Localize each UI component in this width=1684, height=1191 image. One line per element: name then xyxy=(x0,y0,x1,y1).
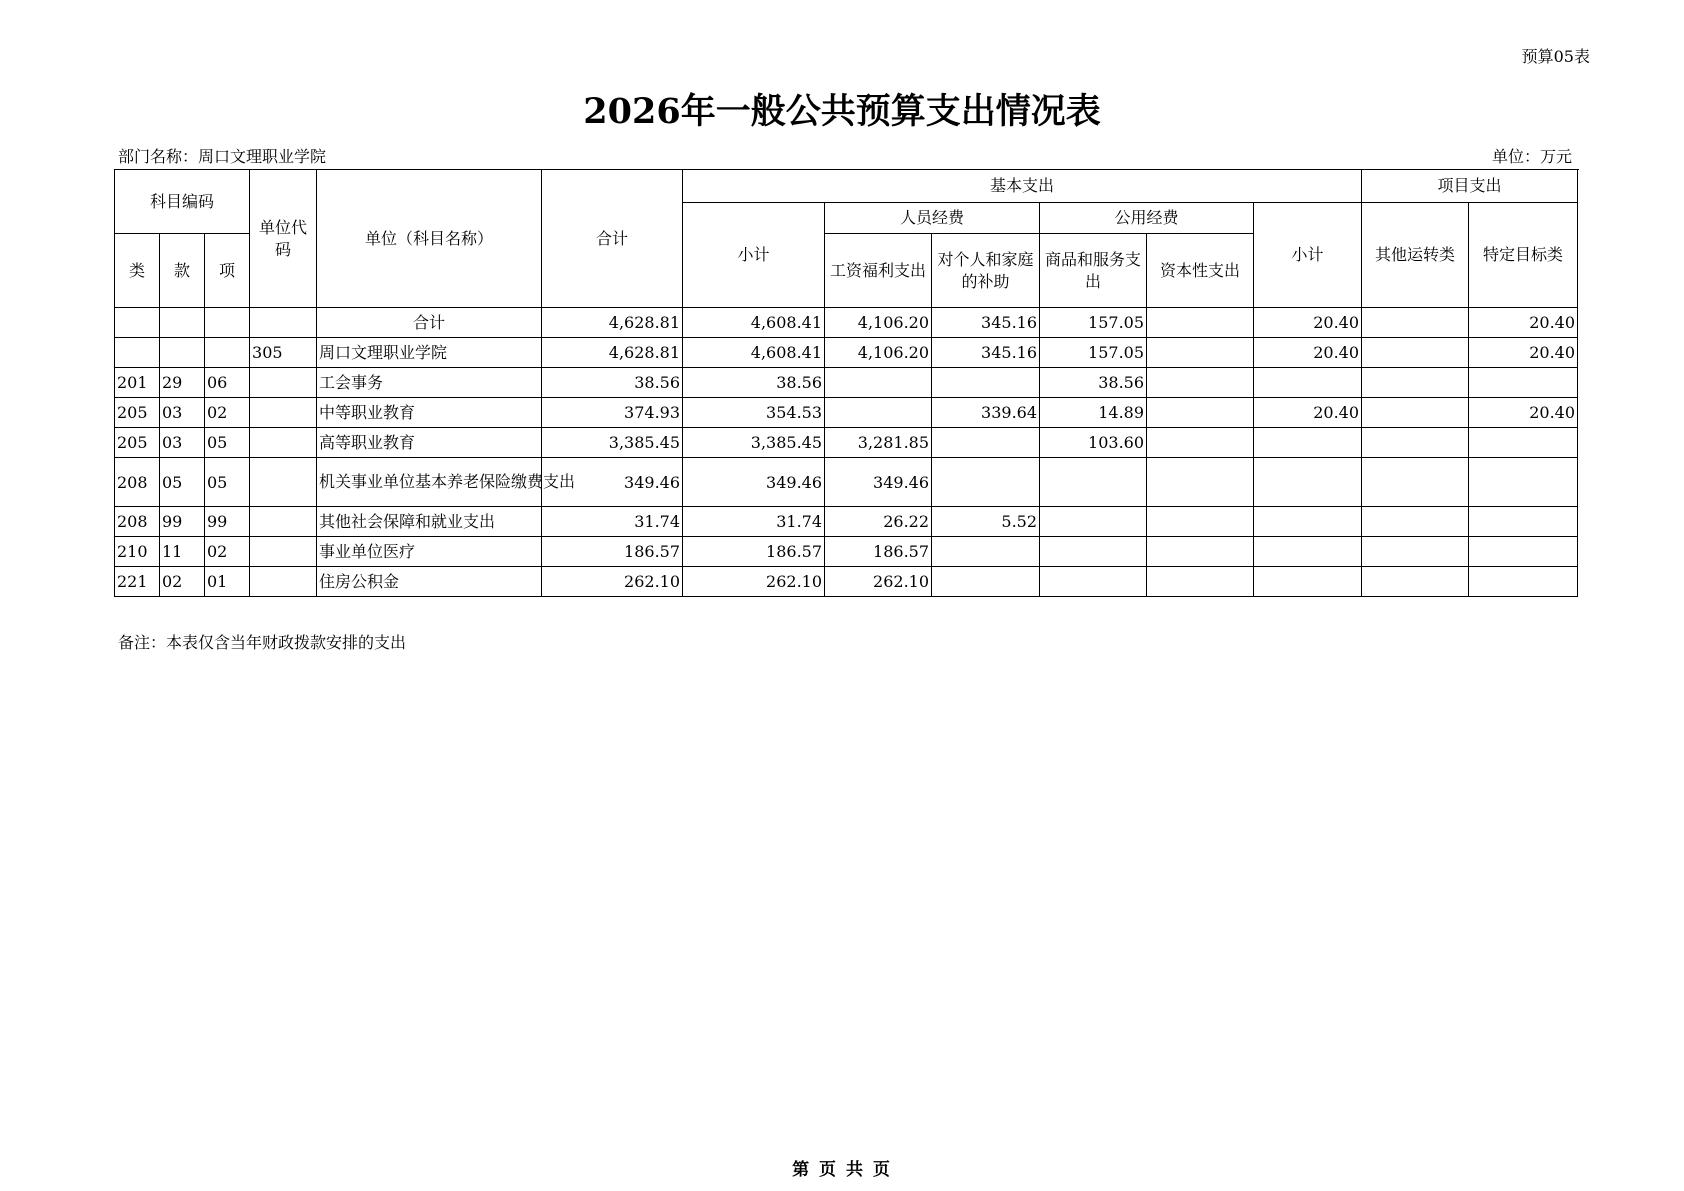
cell-name: 中等职业教育 xyxy=(317,398,542,428)
header-specific-target: 特定目标类 xyxy=(1469,203,1578,308)
unit-label: 单位：万元 xyxy=(1491,147,1572,166)
header-basic-expenditure: 基本支出 xyxy=(683,170,1362,203)
cell-project-subtotal xyxy=(1254,368,1362,398)
cell-goods xyxy=(1040,458,1147,507)
cell-project-subtotal xyxy=(1254,458,1362,507)
cell-capital xyxy=(1147,458,1254,507)
cell-kuan: 29 xyxy=(160,368,205,398)
cell-specific-target xyxy=(1469,537,1578,567)
header-subject-code: 科目编码 xyxy=(115,170,250,234)
table-row xyxy=(115,458,1578,507)
cell-salary: 262.10 xyxy=(825,567,932,597)
page-title: 2026年一般公共预算支出情况表 xyxy=(583,91,1101,132)
cell-class: 210 xyxy=(115,537,160,567)
cell-project-subtotal xyxy=(1254,567,1362,597)
cell-salary: 186.57 xyxy=(825,537,932,567)
budget-table xyxy=(114,169,1578,597)
cell-class: 205 xyxy=(115,398,160,428)
cell-xiang: 99 xyxy=(205,507,250,537)
cell-xiang: 02 xyxy=(205,398,250,428)
cell-basic-subtotal: 31.74 xyxy=(683,507,825,537)
table-note: 备注：本表仅含当年财政拨款安排的支出 xyxy=(118,633,407,652)
cell-subsidy: 339.64 xyxy=(932,398,1040,428)
cell-total: 3,385.45 xyxy=(542,428,683,458)
cell-total: 4,628.81 xyxy=(542,338,683,368)
cell-unit-code xyxy=(250,567,317,597)
header-personnel-expenses: 人员经费 xyxy=(825,203,1040,234)
cell-salary: 4,106.20 xyxy=(825,308,932,338)
header-goods-services: 商品和服务支出 xyxy=(1040,234,1147,308)
cell-basic-subtotal: 186.57 xyxy=(683,537,825,567)
cell-project-subtotal: 20.40 xyxy=(1254,398,1362,428)
header-kuan: 款 xyxy=(160,234,205,308)
cell-other-transfer xyxy=(1362,537,1469,567)
cell-goods: 38.56 xyxy=(1040,368,1147,398)
cell-basic-subtotal: 38.56 xyxy=(683,368,825,398)
cell-other-transfer xyxy=(1362,308,1469,338)
cell-goods: 14.89 xyxy=(1040,398,1147,428)
cell-kuan: 03 xyxy=(160,428,205,458)
header-subsidy: 对个人和家庭的补助 xyxy=(932,234,1040,308)
cell-project-subtotal: 20.40 xyxy=(1254,338,1362,368)
cell-subsidy xyxy=(932,458,1040,507)
cell-total: 4,628.81 xyxy=(542,308,683,338)
cell-salary xyxy=(825,398,932,428)
cell-other-transfer xyxy=(1362,428,1469,458)
cell-goods xyxy=(1040,537,1147,567)
cell-salary: 26.22 xyxy=(825,507,932,537)
table-row xyxy=(115,537,1578,567)
cell-specific-target: 20.40 xyxy=(1469,308,1578,338)
cell-class: 208 xyxy=(115,507,160,537)
cell-class xyxy=(115,308,160,338)
cell-unit-code xyxy=(250,398,317,428)
cell-unit-code xyxy=(250,507,317,537)
cell-class: 221 xyxy=(115,567,160,597)
cell-name: 住房公积金 xyxy=(317,567,542,597)
cell-specific-target: 20.40 xyxy=(1469,338,1578,368)
table-row xyxy=(115,368,1578,398)
cell-unit-code xyxy=(250,458,317,507)
cell-specific-target xyxy=(1469,458,1578,507)
cell-project-subtotal xyxy=(1254,428,1362,458)
cell-other-transfer xyxy=(1362,398,1469,428)
cell-capital xyxy=(1147,428,1254,458)
cell-class: 205 xyxy=(115,428,160,458)
cell-capital xyxy=(1147,398,1254,428)
table-row xyxy=(115,507,1578,537)
page-footer: 第 页 共 页 xyxy=(792,1160,892,1180)
cell-capital xyxy=(1147,368,1254,398)
cell-total: 31.74 xyxy=(542,507,683,537)
header-xiang: 项 xyxy=(205,234,250,308)
cell-subsidy xyxy=(932,428,1040,458)
cell-goods xyxy=(1040,567,1147,597)
header-project-expenditure: 项目支出 xyxy=(1362,170,1578,203)
cell-kuan: 03 xyxy=(160,398,205,428)
cell-specific-target xyxy=(1469,368,1578,398)
table-row xyxy=(115,308,1578,338)
cell-subsidy xyxy=(932,537,1040,567)
cell-basic-subtotal: 4,608.41 xyxy=(683,308,825,338)
cell-capital xyxy=(1147,567,1254,597)
cell-goods xyxy=(1040,507,1147,537)
cell-salary: 349.46 xyxy=(825,458,932,507)
cell-class: 201 xyxy=(115,368,160,398)
cell-specific-target: 20.40 xyxy=(1469,398,1578,428)
header-salary: 工资福利支出 xyxy=(825,234,932,308)
cell-specific-target xyxy=(1469,507,1578,537)
cell-other-transfer xyxy=(1362,458,1469,507)
cell-other-transfer xyxy=(1362,507,1469,537)
header-total: 合计 xyxy=(542,170,683,308)
cell-capital xyxy=(1147,537,1254,567)
cell-salary: 4,106.20 xyxy=(825,338,932,368)
cell-specific-target xyxy=(1469,567,1578,597)
cell-kuan: 11 xyxy=(160,537,205,567)
header-unit-name: 单位（科目名称） xyxy=(317,170,542,308)
header-basic-subtotal: 小计 xyxy=(683,203,825,308)
table-row xyxy=(115,338,1578,368)
cell-name: 事业单位医疗 xyxy=(317,537,542,567)
cell-other-transfer xyxy=(1362,567,1469,597)
table-row xyxy=(115,398,1578,428)
cell-xiang xyxy=(205,338,250,368)
department-label: 部门名称：周口文理职业学院 xyxy=(118,147,327,166)
cell-xiang: 06 xyxy=(205,368,250,398)
cell-total: 38.56 xyxy=(542,368,683,398)
cell-subsidy xyxy=(932,567,1040,597)
header-public-expenses: 公用经费 xyxy=(1040,203,1254,234)
cell-name: 其他社会保障和就业支出 xyxy=(317,507,542,537)
cell-unit-code xyxy=(250,537,317,567)
cell-unit-code xyxy=(250,428,317,458)
cell-goods: 157.05 xyxy=(1040,308,1147,338)
cell-capital xyxy=(1147,338,1254,368)
cell-name: 高等职业教育 xyxy=(317,428,542,458)
header-class: 类 xyxy=(115,234,160,308)
cell-kuan: 99 xyxy=(160,507,205,537)
cell-name: 机关事业单位基本养老保险缴费支出 xyxy=(317,458,542,507)
cell-unit-code: 305 xyxy=(250,338,317,368)
cell-other-transfer xyxy=(1362,368,1469,398)
cell-kuan: 05 xyxy=(160,458,205,507)
cell-subsidy: 345.16 xyxy=(932,308,1040,338)
cell-kuan xyxy=(160,338,205,368)
cell-salary: 3,281.85 xyxy=(825,428,932,458)
cell-unit-code xyxy=(250,308,317,338)
cell-xiang: 01 xyxy=(205,567,250,597)
cell-subsidy: 345.16 xyxy=(932,338,1040,368)
form-number: 预算05表 xyxy=(1521,47,1590,66)
cell-xiang xyxy=(205,308,250,338)
cell-basic-subtotal: 349.46 xyxy=(683,458,825,507)
header-project-subtotal: 小计 xyxy=(1254,203,1362,308)
cell-project-subtotal: 20.40 xyxy=(1254,308,1362,338)
cell-other-transfer xyxy=(1362,338,1469,368)
cell-total: 186.57 xyxy=(542,537,683,567)
cell-class xyxy=(115,338,160,368)
table-row xyxy=(115,428,1578,458)
cell-goods: 103.60 xyxy=(1040,428,1147,458)
cell-class: 208 xyxy=(115,458,160,507)
cell-total: 374.93 xyxy=(542,398,683,428)
header-capital: 资本性支出 xyxy=(1147,234,1254,308)
cell-goods: 157.05 xyxy=(1040,338,1147,368)
cell-name: 周口文理职业学院 xyxy=(317,338,542,368)
header-other-transfer: 其他运转类 xyxy=(1362,203,1469,308)
cell-xiang: 05 xyxy=(205,428,250,458)
cell-basic-subtotal: 3,385.45 xyxy=(683,428,825,458)
cell-project-subtotal xyxy=(1254,507,1362,537)
header-unit-code: 单位代码 xyxy=(250,170,317,308)
cell-capital xyxy=(1147,507,1254,537)
cell-name: 合计 xyxy=(317,308,542,338)
cell-name: 工会事务 xyxy=(317,368,542,398)
cell-project-subtotal xyxy=(1254,537,1362,567)
cell-salary xyxy=(825,368,932,398)
cell-subsidy xyxy=(932,368,1040,398)
cell-basic-subtotal: 262.10 xyxy=(683,567,825,597)
cell-kuan xyxy=(160,308,205,338)
table-row xyxy=(115,567,1578,597)
cell-basic-subtotal: 354.53 xyxy=(683,398,825,428)
cell-capital xyxy=(1147,308,1254,338)
cell-specific-target xyxy=(1469,428,1578,458)
cell-total: 262.10 xyxy=(542,567,683,597)
cell-subsidy: 5.52 xyxy=(932,507,1040,537)
cell-total: 349.46 xyxy=(542,458,683,507)
cell-xiang: 02 xyxy=(205,537,250,567)
cell-basic-subtotal: 4,608.41 xyxy=(683,338,825,368)
cell-xiang: 05 xyxy=(205,458,250,507)
cell-unit-code xyxy=(250,368,317,398)
cell-kuan: 02 xyxy=(160,567,205,597)
